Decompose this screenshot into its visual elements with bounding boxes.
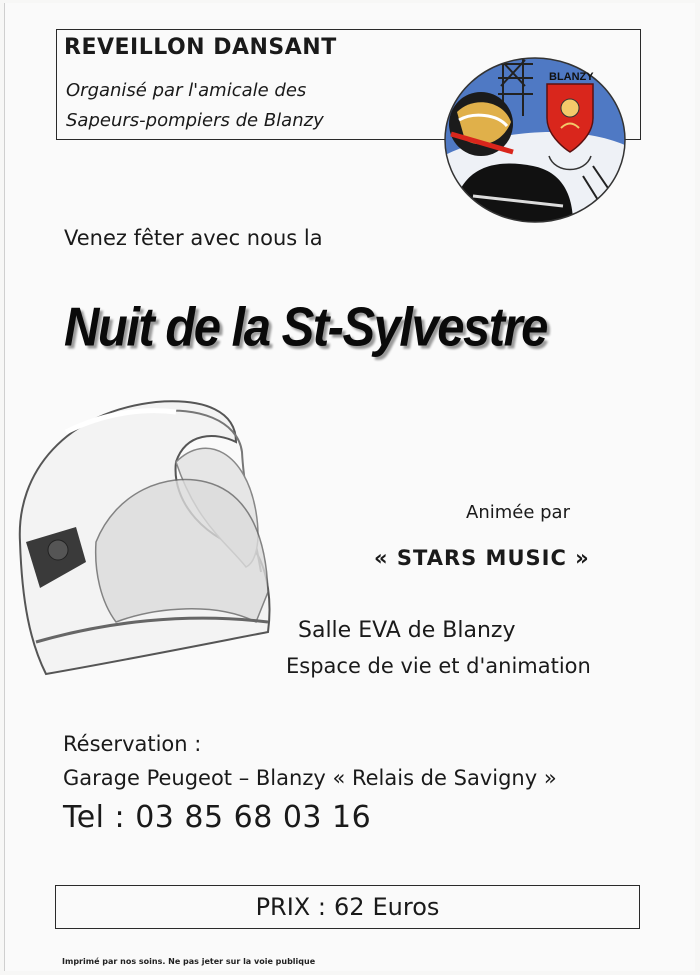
footer-notice: Imprimé par nos soins. Ne pas jeter sur la voie publique [62, 957, 316, 966]
organizer-line-1: Organisé par l'amicale des [66, 80, 307, 101]
venue-name: Salle EVA de Blanzy [298, 618, 516, 643]
price-label: PRIX : [255, 893, 326, 921]
animated-by-label: Animée par [466, 502, 570, 523]
venue-description: Espace de vie et d'animation [286, 654, 591, 678]
logo-town-name: BLANZY [549, 71, 594, 83]
band-name: « STARS MUSIC » [374, 546, 590, 570]
organizer-line-2: Sapeurs-pompiers de Blanzy [66, 110, 324, 131]
reservation-place: Garage Peugeot – Blanzy « Relais de Savigny » [63, 766, 557, 790]
firefighters-logo [443, 56, 627, 224]
price-currency: Euros [372, 893, 440, 921]
event-type-heading: REVEILLON DANSANT [64, 35, 337, 60]
price-box [55, 885, 640, 929]
firefighter-helmet-image [6, 392, 278, 680]
reservation-label: Réservation : [63, 732, 202, 756]
event-title: Nuit de la St-Sylvestre [64, 297, 547, 358]
intro-text: Venez fêter avec nous la [64, 226, 323, 250]
price-amount: 62 [333, 893, 365, 921]
phone-number: Tel : 03 85 68 03 16 [63, 800, 372, 835]
